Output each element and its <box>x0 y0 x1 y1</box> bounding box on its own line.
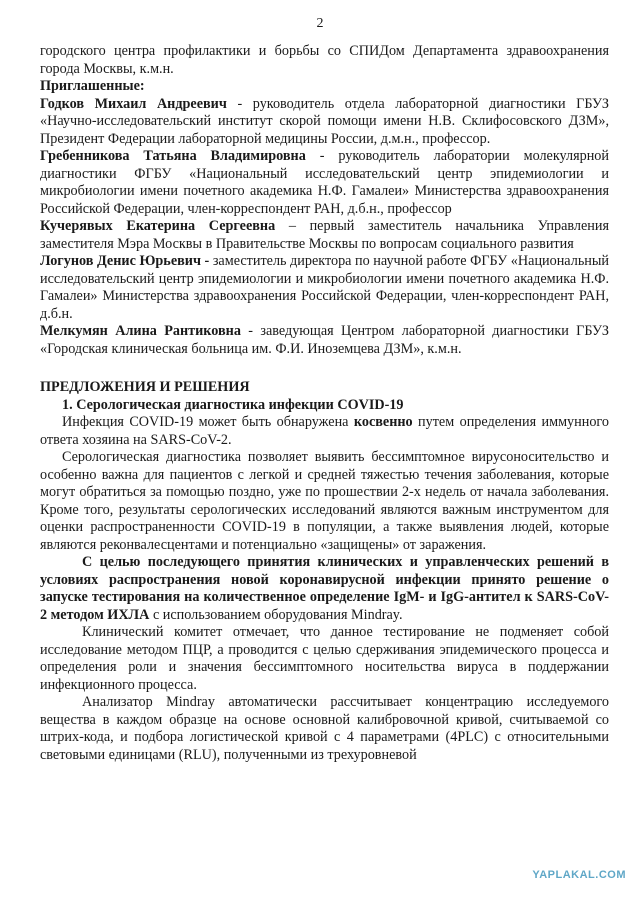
paragraph-1: Инфекция COVID-19 может быть обнаружена косвенно путем определения иммунного ответа хозяина на SARS-CoV-2. <box>40 414 609 448</box>
intro-paragraph: городского центра профилактики и борьбы со СПИДом Департамента здравоохранения города Москвы, к.м.н. <box>40 43 609 77</box>
person-description: – первый заместитель начальника Управления заместителя Мэра Москвы в Правительстве Москвы по вопросам социального развития <box>40 218 609 252</box>
invited-person <box>40 96 609 149</box>
person-name: Логунов Денис Юрьевич - <box>40 253 210 269</box>
person-description: - руководитель отдела лабораторной диагностики ГБУЗ «Научно-исследовательский институт скорой помощи имени Н.В. Склифосовского ДЗМ», Президент Федерации лабораторной медицины России, д.м.н., профессор. <box>40 95 609 147</box>
person-name: Гребенникова Татьяна Владимировна <box>40 148 306 164</box>
invited-person <box>40 323 609 358</box>
page-number: 2 <box>316 16 324 31</box>
invited-person <box>40 253 609 323</box>
watermark-text: YAPLAKAL.COM <box>532 869 626 881</box>
invited-person <box>40 148 609 218</box>
document-body <box>40 43 609 764</box>
watermark <box>500 866 632 888</box>
paragraph-5: Анализатор Mindray автоматически рассчитывает концентрацию исследуемого вещества в каждом образце на основе основной калибровочной кривой, считываемой со штрих-кода, и подбора логистической кривой с 4 параметрами (4PLC) с относительными световыми единицами (RLU), полученными из трехуровневой <box>40 694 609 763</box>
subsection-title: 1. Серологическая диагностика инфекции COVID-19 <box>62 396 404 413</box>
invited-person <box>40 218 609 253</box>
paragraph-3: С целью последующего принятия клинических и управленческих решений в условиях распространения новой коронавирусной инфекции принято решение о запуске тестирования на количественное определение IgM- и IgG-антител к SARS-CoV-2 методом ИХЛА с использованием оборудования Mindray. <box>40 554 609 623</box>
paragraph-2: Серологическая диагностика позволяет выявить бессимптомное вирусоносительство и особенно важна для пациентов с легкой и средней тяжестью течения заболевания, которые могут обратиться за помощью поздно, уже по прошествии 2-х недель от начала заболевания. Кроме того, результаты серологических исследований являются важным инструментом для оценки распространенности COVID-19 в популяции, а также выявления людей, которые являются реконвалесцентами и потенциально «защищены» от заражения. <box>40 449 609 553</box>
person-name: Кучерявых Екатерина Сергеевна <box>40 218 276 234</box>
person-description: заместитель директора по научной работе ФГБУ «Национальный исследовательский центр эпидемиологии и микробиологии имени почетного академика Н.Ф. Гамалеи» Министерства здравоохранения Российской Федерации, член-корреспондент РАН, д.б.н. <box>40 253 610 322</box>
person-description: - заведующая Центром лабораторной диагностики ГБУЗ «Городская клиническая больница им. Ф.И. Иноземцева ДЗМ», к.м.н. <box>40 323 609 357</box>
person-description: - руководитель лаборатории молекулярной диагностики ФГБУ «Национальный исследовательский центр эпидемиологии и микробиологии имени почетного академика Н.Ф. Гамалеи» Министерства здравоохранения Российской Федерации, член-корреспондент РАН, д.б.н., профессор <box>40 148 609 217</box>
invited-heading: Приглашенные: <box>40 78 145 94</box>
person-name: Годков Михаил Андреевич <box>40 95 227 112</box>
person-name: Мелкумян Алина Рантиковна <box>40 323 241 339</box>
section-title: ПРЕДЛОЖЕНИЯ И РЕШЕНИЯ <box>40 379 250 395</box>
paragraph-4: Клинический комитет отмечает, что данное тестирование не подменяет собой исследование методом ПЦР, а проводится с целью сдерживания эпидемического процесса и определения роли и значения бессимптомного носительства вируса в поддержании инфекционного процесса. <box>40 624 609 693</box>
